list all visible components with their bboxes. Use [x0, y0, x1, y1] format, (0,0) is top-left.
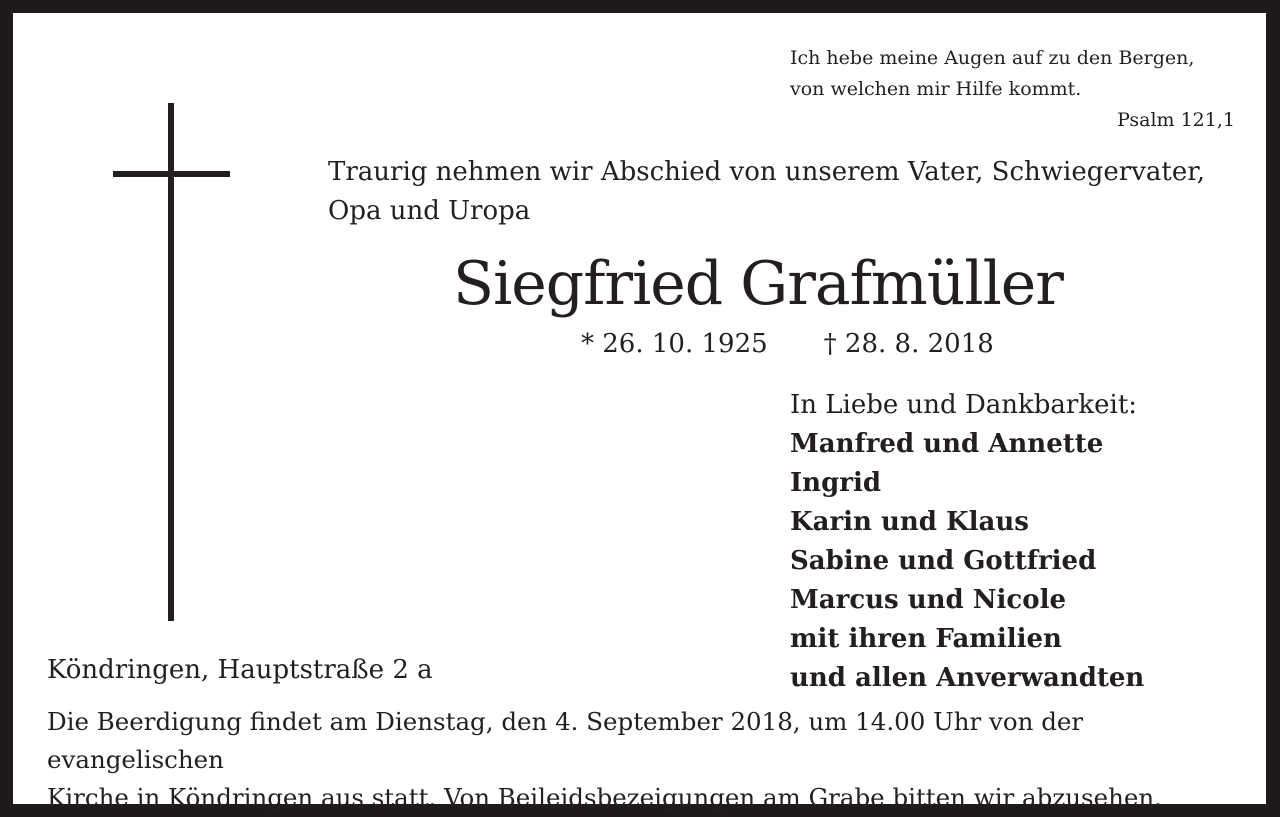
bible-verse [790, 43, 1235, 136]
mourner-name: Marcus und Nicole [790, 585, 1067, 615]
funeral-notice [47, 703, 1242, 817]
mourner-name: Sabine und Gottfried [790, 546, 1097, 576]
mourner-name: mit ihren Familien [790, 624, 1062, 654]
cross-vertical-bar [168, 103, 174, 621]
mourner-name: Ingrid [790, 468, 881, 498]
mourner-name: Karin und Klaus [790, 507, 1029, 537]
funeral-notice-line-1: Die Beerdigung findet am Dienstag, den 4. September 2018, um 14.00 Uhr von der evangelischen [47, 707, 1084, 774]
mourners-block [790, 386, 1235, 698]
bible-verse-reference: Psalm 121,1 [1117, 109, 1235, 131]
mourner-name: Manfred und Annette [790, 429, 1104, 459]
mourners-heading: In Liebe und Dankbarkeit: [790, 390, 1138, 420]
birth-date: * 26. 10. 1925 [581, 329, 768, 359]
obituary-card [13, 13, 1266, 812]
bible-verse-line-2: von welchen mir Hilfe kommt. [790, 78, 1082, 100]
cross-horizontal-bar [113, 171, 230, 177]
farewell-intro: Traurig nehmen wir Abschied von unserem Vater, Schwiegervater, Opa und Uropa [328, 157, 1206, 226]
life-dates [581, 327, 1001, 361]
funeral-notice-line-2: Kirche in Köndringen aus statt. Von Beileidsbezeigungen am Grabe bitten wir abzusehen. [47, 783, 1162, 812]
family-address: Köndringen, Hauptstraße 2 a [47, 655, 433, 685]
death-date: † 28. 8. 2018 [823, 329, 994, 359]
bible-verse-line-1: Ich hebe meine Augen auf zu den Bergen, [790, 47, 1195, 69]
mourner-name: und allen Anverwandten [790, 663, 1145, 693]
deceased-name: Siegfried Grafmüller [453, 249, 1063, 319]
